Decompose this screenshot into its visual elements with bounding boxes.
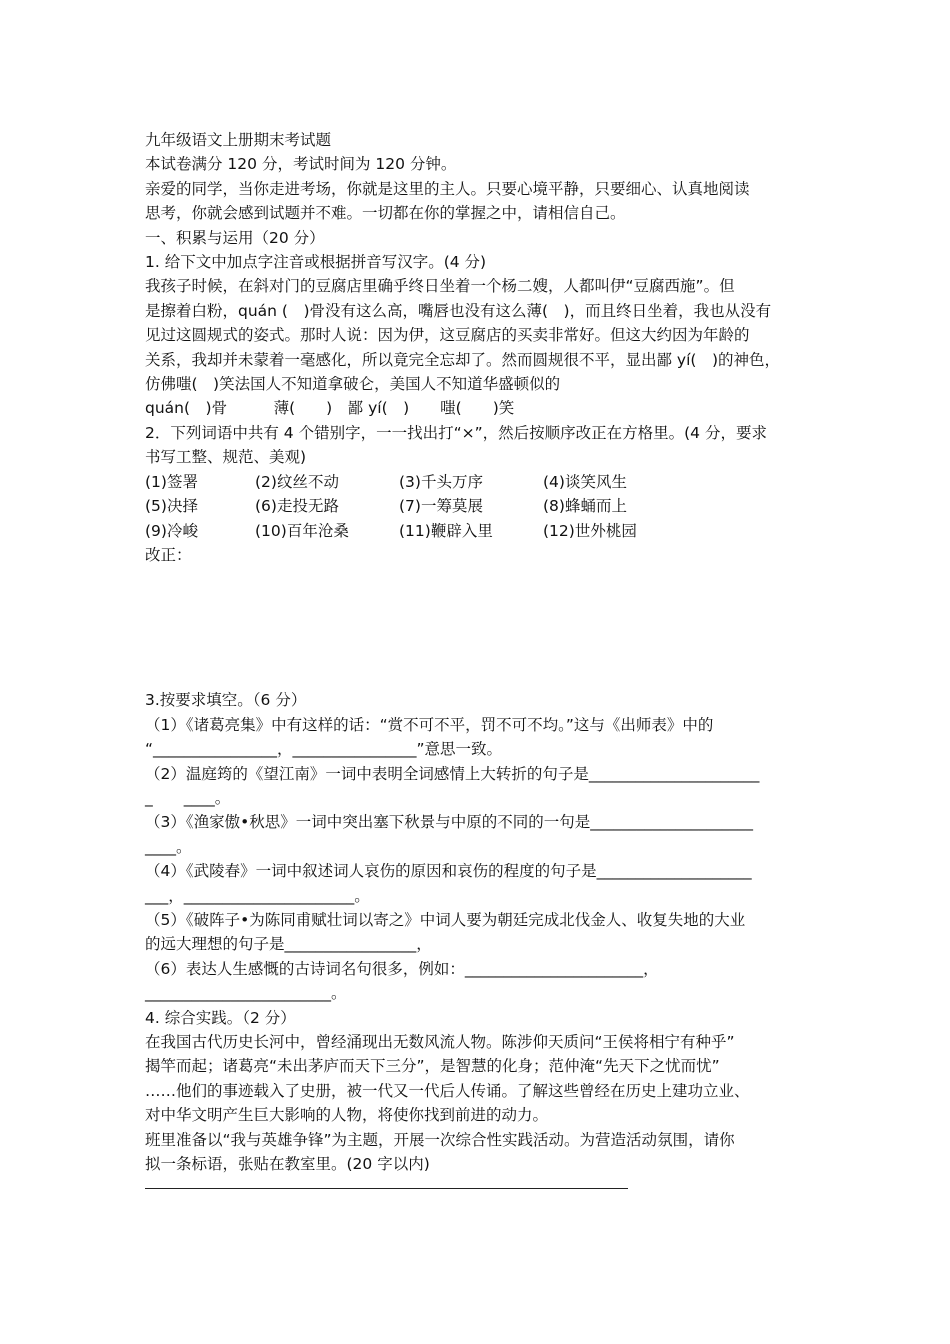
correction-label: 改正： (145, 545, 192, 564)
passage-line: 关系，我却并未蒙着一毫感化，所以竟完全忘却了。然而圆规很不平，显出鄙 yí( )的神色， (145, 350, 781, 369)
word-item: (10)百年沧桑 (255, 521, 349, 540)
paragraph-line: ……他们的事迹载入了史册，被一代又一代后人传诵。了解这些曾经在历史上建功立业、 (145, 1081, 750, 1100)
exam-info: 本试卷满分 120 分，考试时间为 120 分钟。 (145, 155, 457, 174)
fill-line: （2）温庭筠的《望江南》一词中表明全词感情上大转折的句子是______________________ (145, 764, 760, 783)
fill-line: （4）《武陵春》一词中叙述词人哀伤的原因和哀伤的程度的句子是____________________ (145, 862, 752, 881)
word-item: (6)走投无路 (255, 497, 339, 516)
word-list (145, 470, 810, 543)
word-item: (2)纹丝不动 (255, 472, 339, 491)
word-item: (7)一筹莫展 (399, 497, 483, 516)
answer-blanks: quán( )骨 薄( ) 鄙 yí( ) 嗤( )笑 (145, 399, 515, 418)
question-2-heading: 2．下列词语中共有 4 个错别字，一一找出打“×”，然后按顺序改正在方格里。(4 分，要求 (145, 423, 767, 442)
passage-line: 仿佛嗤( )笑法国人不知道拿破仑，美国人不知道华盛顿似的 (145, 375, 561, 394)
fill-line: （5）《破阵子•为陈同甫赋壮词以寄之》中词人要为朝廷完成北伐金人、收复失地的大业 (145, 910, 746, 929)
word-item: (1)签署 (145, 472, 198, 491)
paragraph-line: 对中华文明产生巨大影响的人物，将使你找到前进的动力。 (145, 1106, 549, 1125)
fill-line: （1）《诸葛亮集》中有这样的话：“赏不可不平，罚不可不均。”这与《出师表》中的 (145, 715, 714, 734)
passage-line: 我孩子时候，在斜对门的豆腐店里确乎终日坐着一个杨二嫂，人都叫伊“豆腐西施”。但 (145, 277, 735, 296)
slogan-answer-line[interactable] (145, 1176, 628, 1189)
paragraph-line: 揭竿而起；诸葛亮“未出茅庐而天下三分”，是智慧的化身；范仲淹“先天下之忧而忧” (145, 1057, 720, 1076)
section-heading: 一、积累与运用（20 分） (145, 228, 325, 247)
question-4-heading: 4. 综合实践。（2 分） (145, 1008, 296, 1027)
fill-line: （6）表达人生感慨的古诗词名句很多，例如：_______________________， (145, 959, 659, 978)
question-2-heading-cont: 书写工整、规范、美观) (145, 448, 307, 467)
paragraph-line: 班里准备以“我与英雄争锋”为主题，开展一次综合性实践活动。为营造活动氛围，请你 (145, 1130, 735, 1149)
intro-line: 思考，你就会感到试题并不难。一切都在你的掌握之中，请相信自己。 (145, 204, 626, 223)
word-item: (8)蜂蛹而上 (543, 497, 627, 516)
word-item: (3)千头万序 (399, 472, 483, 491)
fill-line: （3）《渔家傲•秋思》一词中突出塞下秋景与中原的不同的一句是_____________________ (145, 813, 754, 832)
passage-line: 见过这圆规式的姿式。那时人说：因为伊，这豆腐店的买卖非常好。但这大约因为年龄的 (145, 326, 750, 345)
paragraph-line: 拟一条标语，张贴在教室里。(20 字以内) (145, 1155, 430, 1174)
passage-line: 是擦着白粉，quán ( )骨没有这么高，嘴唇也没有这么薄( )，而且终日坐着，我也从没有 (145, 301, 772, 320)
word-item: (9)冷峻 (145, 521, 198, 540)
paragraph-line: 在我国古代历史长河中，曾经涌现出无数风流人物。陈涉仰天质问“王侯将相宁有种乎” (145, 1033, 735, 1051)
fill-line: 的远大理想的句子是_________________， (145, 935, 432, 954)
word-item: (11)鞭辟入里 (399, 521, 493, 540)
fill-line: _ ____。 (145, 788, 231, 807)
fill-line: ____。 (145, 837, 192, 856)
word-item: (12)世外桃园 (543, 521, 637, 540)
intro-line: 亲爱的同学，当你走进考场，你就是这里的主人。只要心境平静，只要细心、认真地阅读 (145, 179, 750, 198)
fill-line: ___，______________________。 (145, 886, 370, 905)
word-item: (5)决择 (145, 497, 198, 516)
question-1-heading: 1. 给下文中加点字注音或根据拼音写汉字。(4 分) (145, 253, 487, 272)
fill-line: “________________，________________”意思一致。 (145, 740, 503, 759)
fill-line: ________________________。 (145, 984, 347, 1003)
word-item: (4)谈笑风生 (543, 472, 627, 491)
exam-page (145, 128, 810, 1189)
question-3-heading: 3.按要求填空。（6 分） (145, 691, 307, 710)
exam-title: 九年级语文上册期末考试题 (145, 131, 332, 149)
